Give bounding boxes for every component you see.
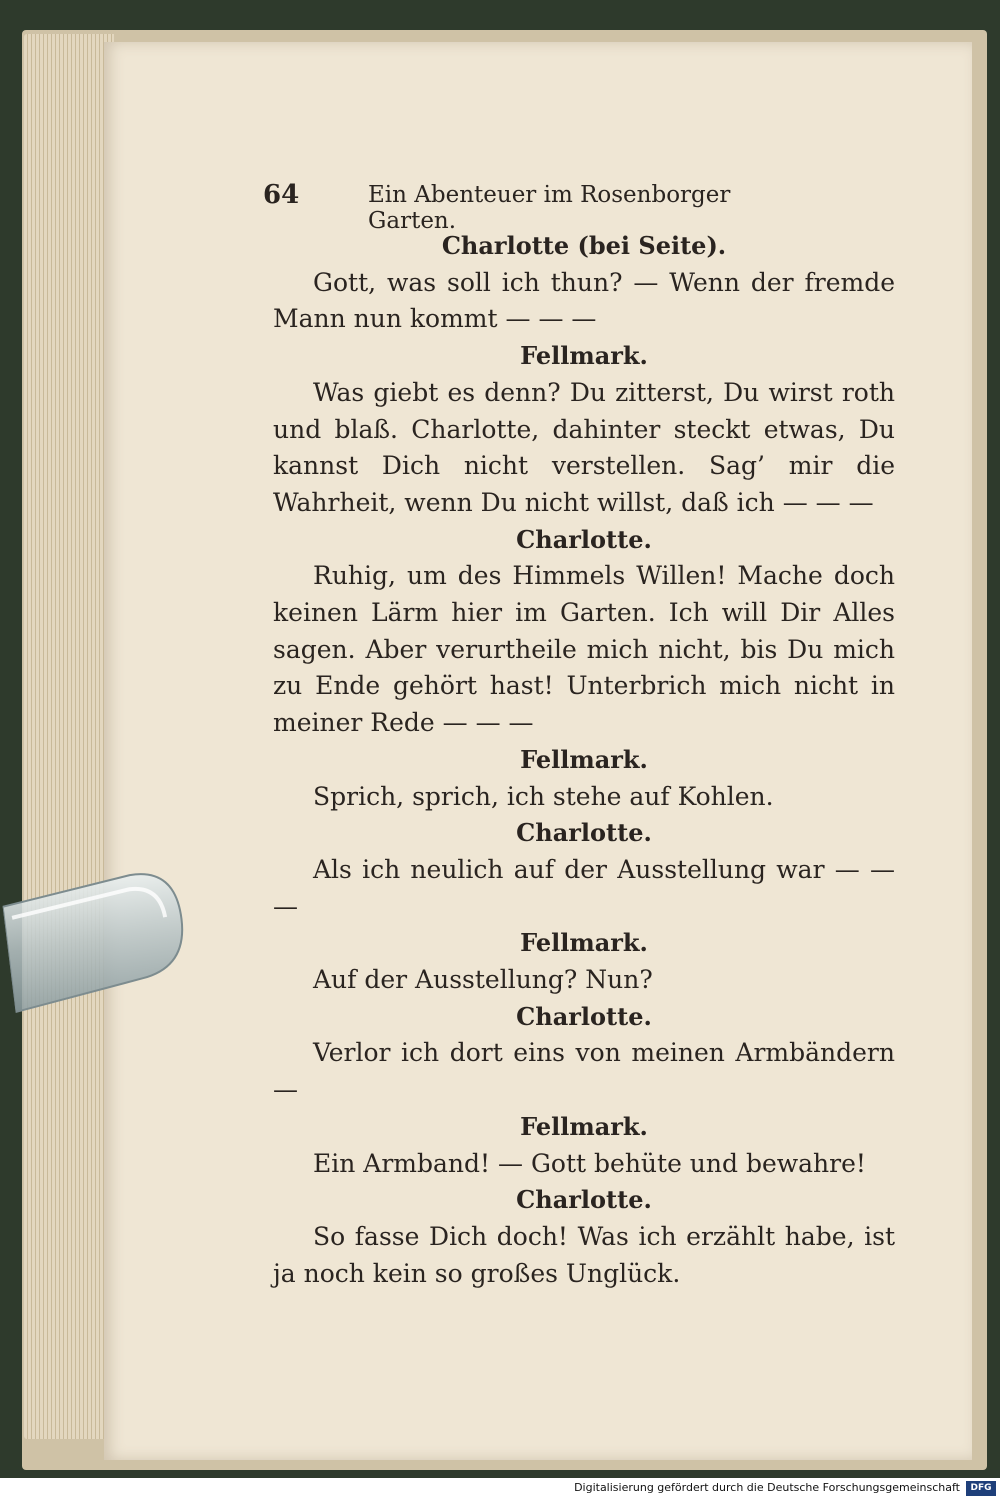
speech-text [273, 779, 895, 816]
page-edges [24, 34, 114, 1439]
footer-credit: Digitalisierung gefördert durch die Deutsche Forschungsgemeinschaft [574, 1481, 960, 1494]
speech-paragraph: So fasse Dich doch! Was ich erzählt habe, ist ja noch kein so großes Unglück. [273, 1221, 895, 1288]
speaker-name: Fellmark. [520, 928, 648, 958]
footer-bar [0, 1478, 1000, 1500]
speaker-name: Fellmark. [520, 341, 648, 371]
speaker-name: Charlotte. [516, 524, 652, 554]
speech-paragraph: Gott, was soll ich thun? — Wenn der fremde Mann nun kommt — — — [273, 267, 895, 334]
speaker-name: Charlotte. [516, 1001, 652, 1031]
speech-text [273, 962, 895, 999]
speech-text [273, 1035, 895, 1108]
speech-text [273, 375, 895, 522]
speech-text [273, 558, 895, 742]
speech-paragraph: Sprich, sprich, ich stehe auf Kohlen. [313, 781, 774, 811]
speech-text [273, 1219, 895, 1292]
speech-text [273, 265, 895, 338]
speech-paragraph: Ein Armband! — Gott behüte und bewahre! [313, 1148, 866, 1178]
running-title: Ein Abenteuer im Rosenborger Garten. [368, 182, 731, 234]
page-number: 64 [263, 180, 300, 210]
speech-text [273, 1146, 895, 1183]
speech-paragraph: Auf der Ausstellung? Nun? [313, 965, 653, 995]
speaker-name: Charlotte. [516, 1185, 652, 1215]
speaker-name: Charlotte. [516, 818, 652, 848]
speaker-name: Fellmark. [520, 744, 648, 774]
speech-paragraph: Als ich neulich auf der Ausstellung war — — — [273, 854, 895, 921]
dfg-logo: DFG [966, 1481, 996, 1496]
speech-paragraph: Ruhig, um des Himmels Willen! Mache doch keinen Lärm hier im Garten. Ich will Dir Alles sagen. Aber verurtheile mich nicht, bis Du mich zu Ende gehört hast! Unterbrich mich nicht in meiner Rede — — — [273, 561, 895, 738]
speech-text [273, 852, 895, 925]
page-body [273, 228, 895, 1292]
running-head [263, 180, 783, 234]
speech-paragraph: Verlor ich dort eins von meinen Armbändern — [273, 1038, 895, 1105]
speaker-name: Charlotte (bei Seite). [441, 231, 727, 260]
glass-page-holder [0, 863, 193, 1016]
speech-paragraph: Was giebt es denn? Du zitterst, Du wirst roth und blaß. Charlotte, dahinter steckt etwas, Du kannst Dich nicht verstellen. Sag’ mir die Wahrheit, wenn Du nicht willst, daß ich — — — [273, 377, 895, 517]
speaker-name: Fellmark. [520, 1111, 648, 1141]
